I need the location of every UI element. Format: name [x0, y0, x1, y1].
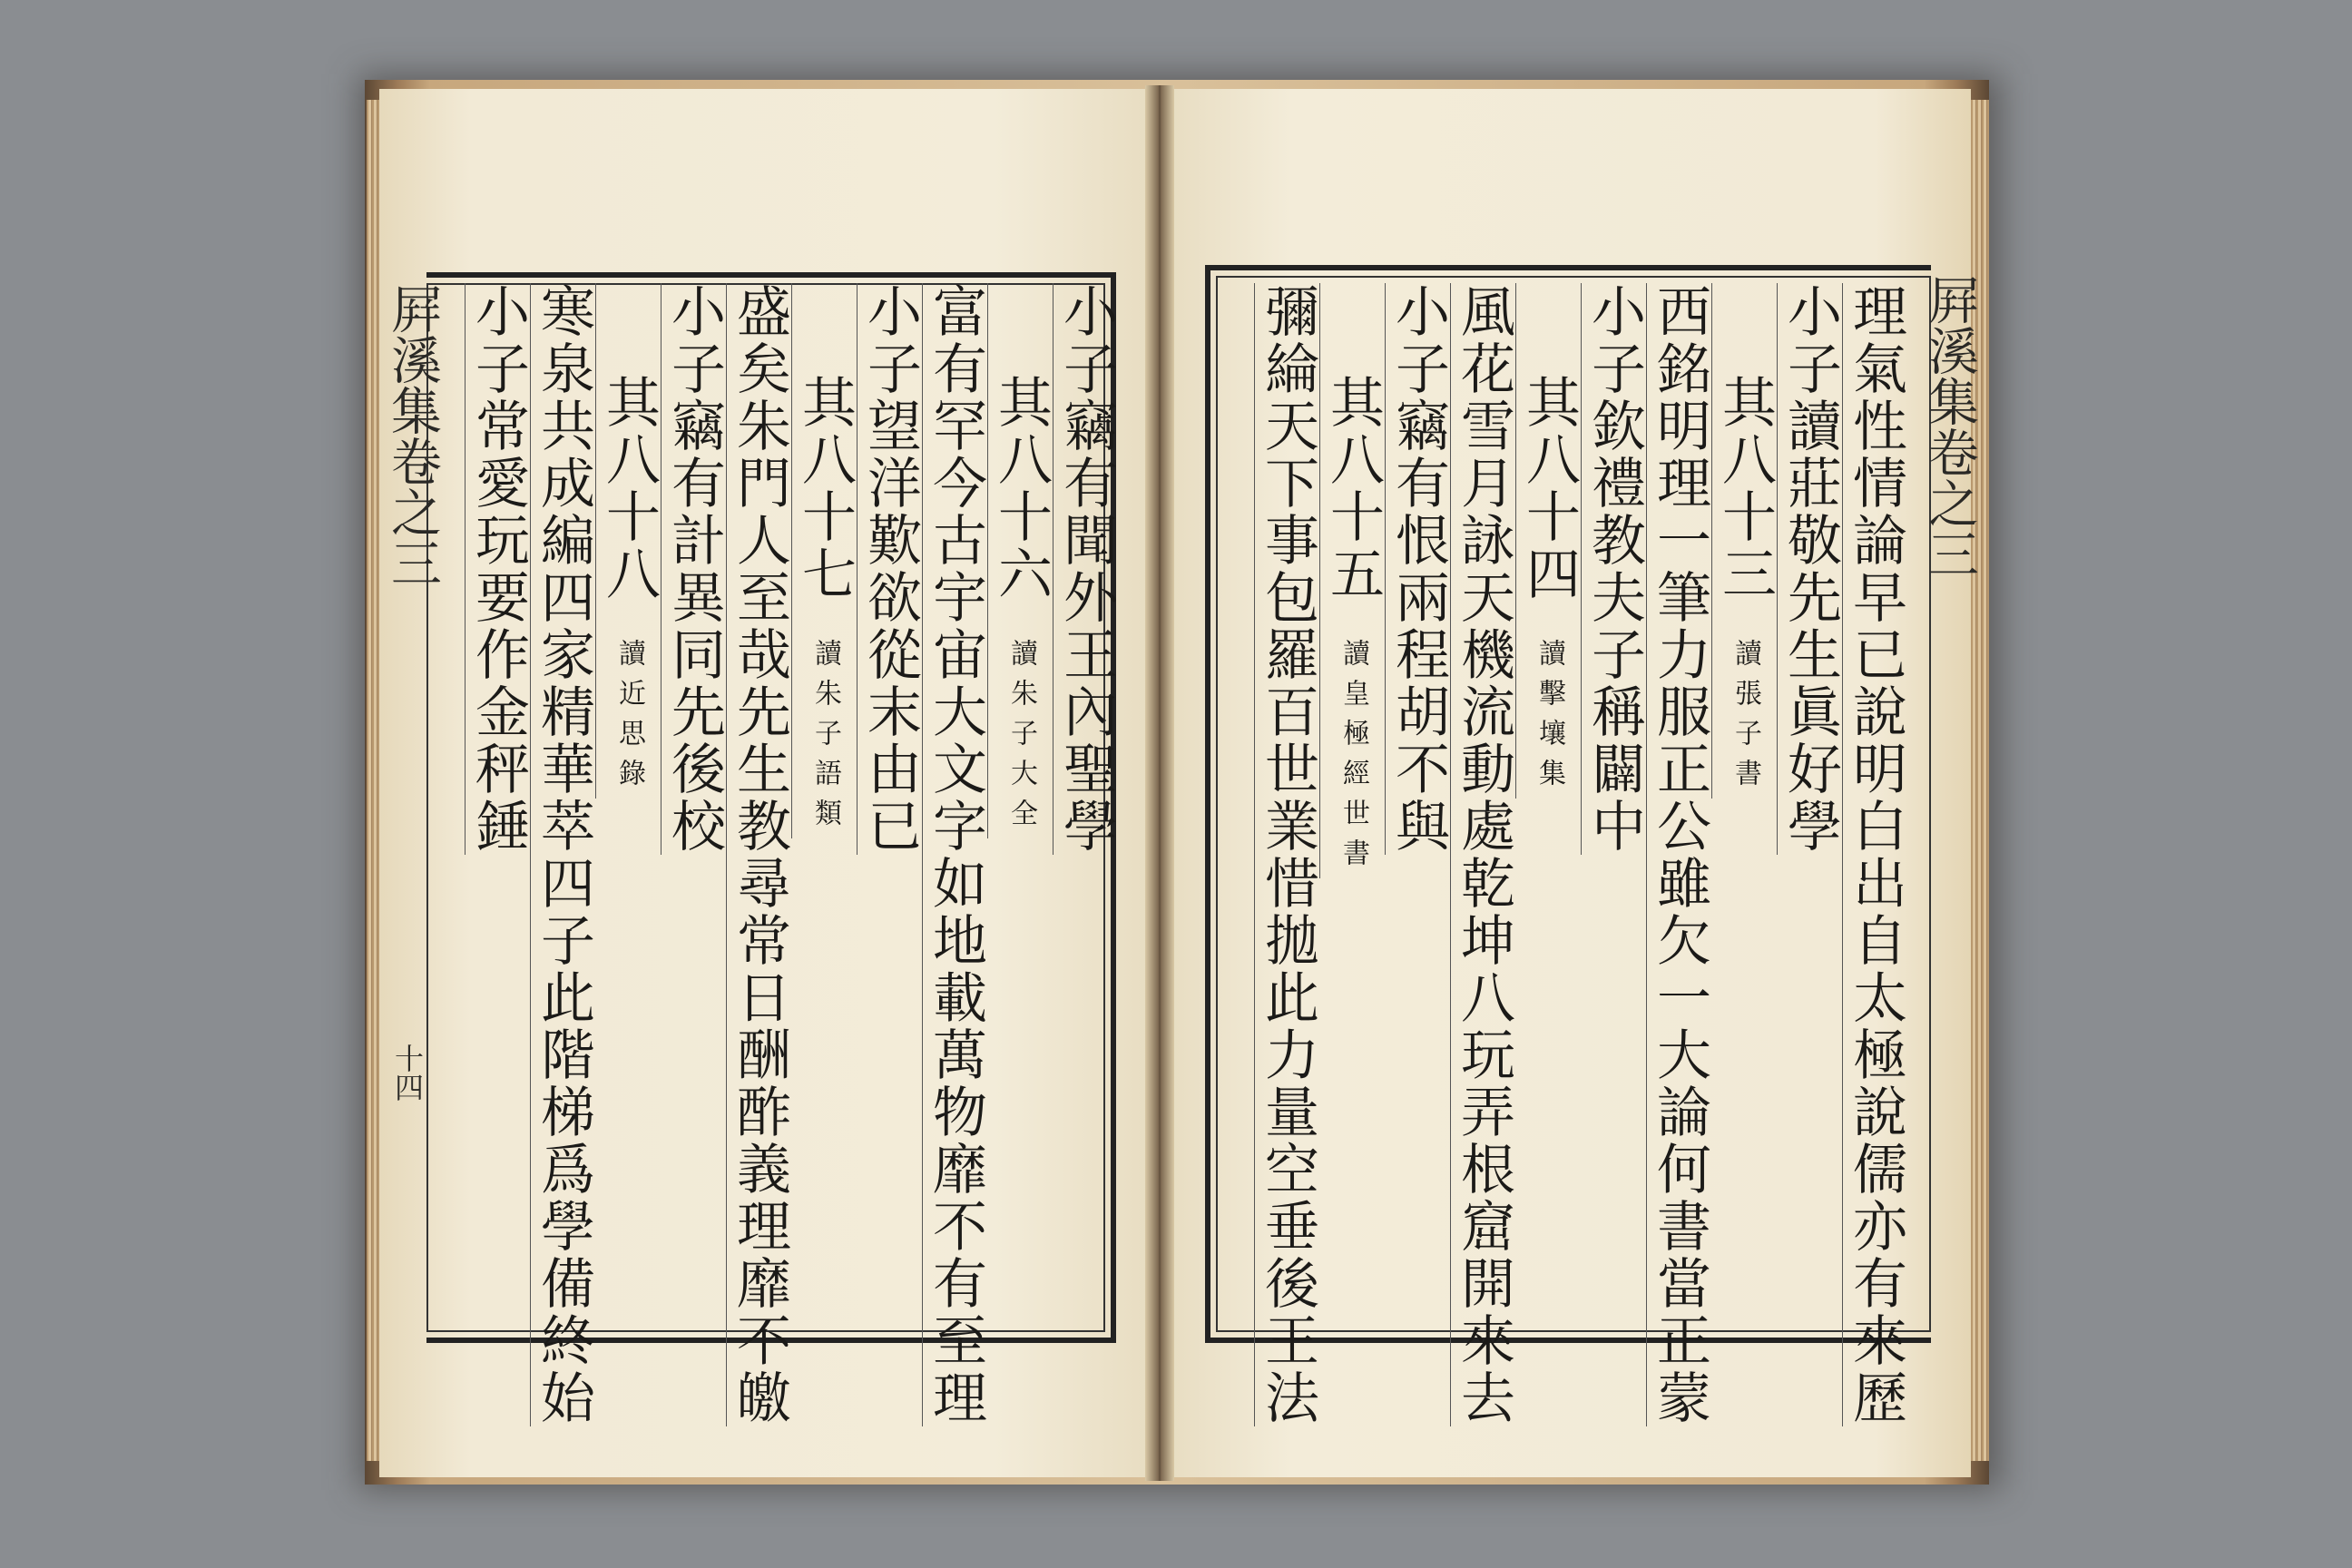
right-col-5: 小子欽禮教夫子稱闢中	[1583, 283, 1646, 855]
left-col-5: 其八十七讀朱子語類	[791, 283, 856, 838]
right-margin-title: 屛溪集卷之三	[1920, 274, 1979, 579]
left-folio: 十四	[390, 1044, 425, 1102]
note: 讀擊壤集	[1534, 639, 1565, 799]
left-col-2: 其八十六讀朱子大全	[987, 283, 1052, 838]
note: 讀張子書	[1730, 639, 1761, 799]
note: 讀近思錄	[613, 639, 645, 799]
book-gutter	[1145, 85, 1174, 1481]
right-col-2: 小子讀莊敬先生眞好學	[1779, 283, 1842, 855]
left-col-7: 小子竊有計異同先後校	[662, 283, 726, 855]
right-col-8: 小子竊有恨兩程胡不與	[1387, 283, 1450, 855]
note: 讀朱子語類	[809, 639, 841, 838]
right-col-6: 其八十四讀擊壤集	[1515, 283, 1580, 799]
right-col-4: 西銘明理一筆力服正公雖欠一大論何書當正蒙	[1648, 283, 1711, 1426]
note: 讀皇極經世書	[1338, 639, 1369, 878]
right-col-7: 風花雪月詠天機流動處乾坤八玩弄根窟開來去	[1452, 283, 1515, 1426]
right-col-1: 理氣性情論早已說明白出自太極說儒亦有來歷	[1844, 283, 1907, 1426]
left-col-6: 盛矣朱門人至哉先生教尋常日酬酢義理靡不皦	[728, 283, 791, 1426]
right-col-9: 其八十五讀皇極經世書	[1319, 283, 1384, 878]
left-col-10: 小子常愛玩要作金秤錘	[466, 283, 530, 855]
note: 讀朱子大全	[1005, 639, 1037, 838]
left-col-9: 寒泉共成編四家精華萃四子此階梯爲學備終始	[532, 283, 595, 1426]
left-col-1: 小子竊有聞外王內聖學	[1054, 283, 1118, 855]
right-col-3: 其八十三讀張子書	[1711, 283, 1776, 799]
right-col-10: 彌綸天下事包羅百世業惜拋此力量空垂後王法	[1256, 283, 1319, 1426]
left-col-3: 富有罕今古宇宙大文字如地載萬物靡不有至理	[924, 283, 987, 1426]
left-margin-title: 屛溪集卷之三	[383, 283, 442, 588]
left-col-4: 小子望洋歎欲從末由已	[858, 283, 922, 855]
left-col-8: 其八十八讀近思錄	[595, 283, 660, 799]
